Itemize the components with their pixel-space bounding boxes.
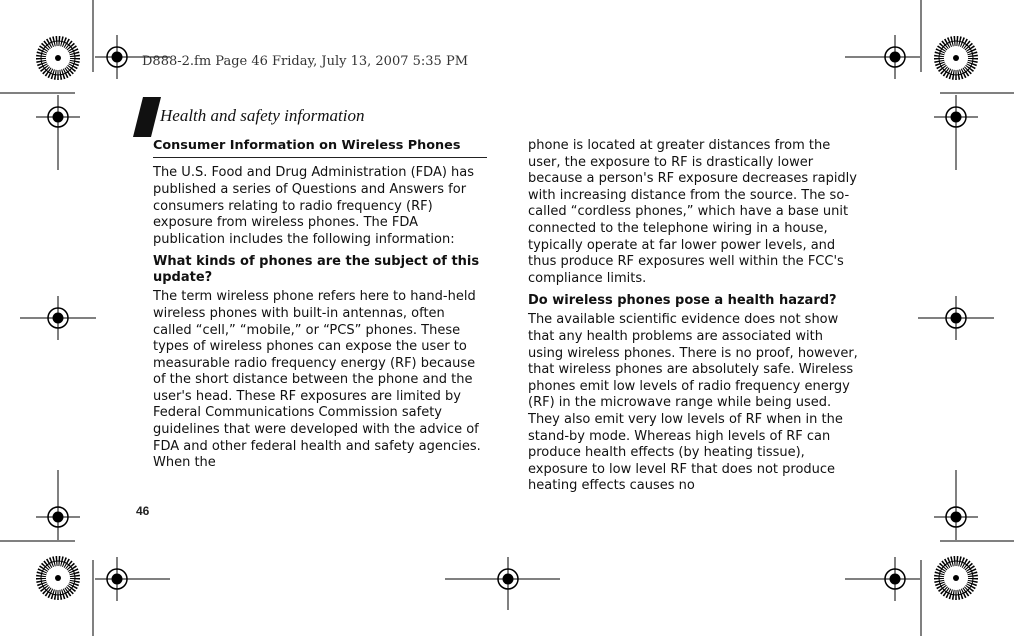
answer-paragraph: The term wireless phone refers here to hand-held wireless phones with built-in antennas, often called “cell,” “mobile,” or “PCS” phones. These types of wireless phones can expose the user to measurable radio frequency energy (RF) because of the short distance between the phone and the user's head. These RF exposures are limited by Federal Communications Commission safety guidelines that were developed with the advice of FDA and other federal health and safety agencies. When the <box>153 289 481 471</box>
page-number: 46 <box>136 504 150 518</box>
question-heading: What kinds of phones are the subject of this update? <box>153 254 480 286</box>
file-info-slug: D888-2.fm Page 46 Friday, July 13, 2007 5:35 PM <box>142 54 469 69</box>
running-head: Health and safety information <box>160 106 365 125</box>
answer-paragraph: The available scientific evidence does not show that any health problems are associated with using wireless phones. There is no proof, however, that wireless phones are absolutely safe. Wireless phones emit low levels of radio frequency energy (RF) in the microwave range while being used. They also emit very low levels of RF when in the stand-by mode. Whereas high levels of RF can produce health effects (by heating tissue), exposure to low level RF that does not produce heating effects causes no <box>528 312 858 494</box>
section-title: Consumer Information on Wireless Phones <box>153 138 487 158</box>
continued-paragraph: phone is located at greater distances from the user, the exposure to RF is drastically lower because a person's RF exposure decreases rapidly with increasing distance from the source. The so-called “cordless phones,” which have a base unit connected to the telephone wiring in a house, typically operate at far lower power levels, and thus produce RF exposures well within the FCC's compliance limits. <box>528 138 857 286</box>
intro-paragraph: The U.S. Food and Drug Administration (FDA) has published a series of Questions and Answers for consumers relating to radio frequency (RF) exposure from wireless phones. The FDA publication includes the following information: <box>153 165 475 247</box>
left-column <box>153 138 487 478</box>
right-column <box>528 138 858 501</box>
question-heading: Do wireless phones pose a health hazard? <box>528 293 837 309</box>
